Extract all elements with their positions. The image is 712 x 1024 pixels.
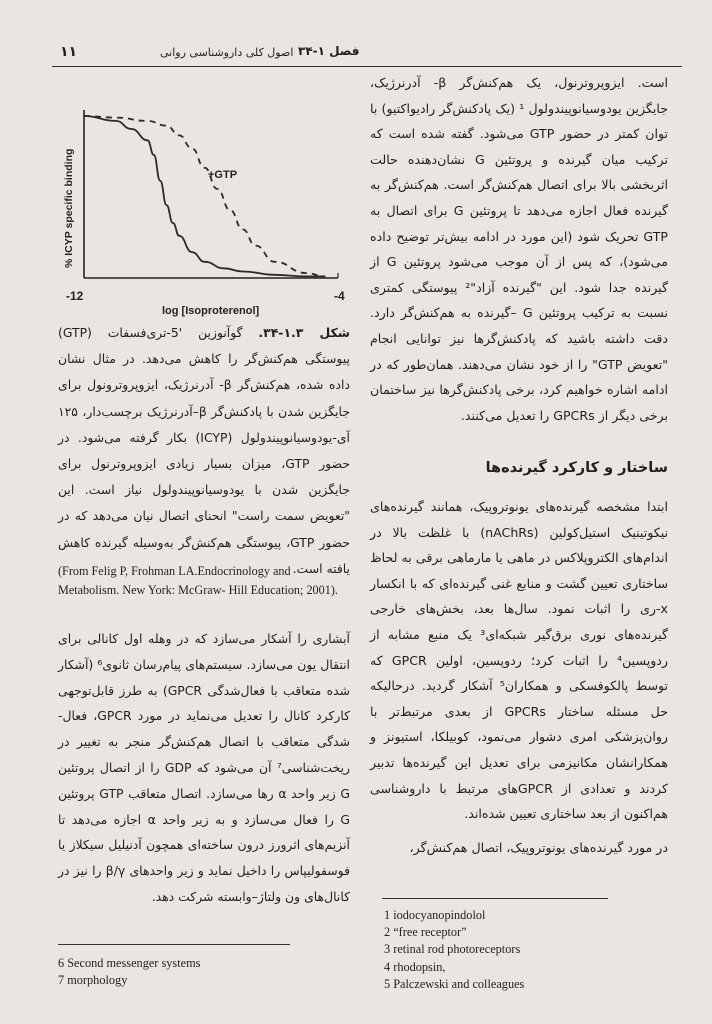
series-gtp-line <box>84 116 325 276</box>
footnote-2: 2 “free receptor” <box>384 925 467 940</box>
figure-caption <box>58 320 350 582</box>
page-header <box>52 36 682 67</box>
footnotes-right <box>384 907 524 993</box>
section-heading: ساختار و کارکرد گیرنده‌ها <box>485 460 668 476</box>
plot-area <box>63 110 345 317</box>
footnote-rule-left <box>58 944 290 945</box>
figure-label: شکل ۱.۳-۳۴. <box>258 325 350 340</box>
binding-chart <box>58 100 350 318</box>
footnote-7: 7 morphology <box>58 973 128 988</box>
chapter-label: فصل ۱-۳۴ <box>298 44 360 58</box>
caption-text: گوآنوزین ‎5'‎-تری‌فسفات (GTP) پیوستگی هم‌کنش‌گر را کاهش می‌دهد. در مثال نشان داده شده، هم‌کنش‌گر β- آدرنرژیک، ایزوپروترونول برای جایگزین شدن با پادکنش‌گر β–آدرنرژیک برچسب‌دار، ۱۲۵ آی-یودوسیانوپیندولول (ICYP) بکار گرفته می‌شود. در حضور GTP، میزان بسیار زیادی ایزوپروترنول برای جایگزین شدن با یودوسیانوپیندولول نیاز است. این "تعویض سمت راست" انحنای اتصال نیان می‌دهد که در حضور GTP، پیوستگی هم‌کنش‌گر به‌وسیله گیرنده کاهش یافته است. <box>58 325 351 576</box>
x-tick-label-max: -4 <box>334 289 345 303</box>
footnote-rule-right <box>382 898 608 899</box>
x-tick-label-min: -12 <box>66 289 84 303</box>
section-body <box>370 494 668 860</box>
book-title: اصول کلی داروشناسی روانی <box>160 46 294 59</box>
intro-paragraph: است. ایزوپروترنول، یک هم‌کنش‌گر β- آدرنرژیک، جایگزین یودوسیانوپیندولول ¹ (یک پادکنش‌گر رادیواکتیو) با توان کمتر در حضور GTP می‌شود. گفته شده است که ترکیب میان گیرنده و پروتئین G نشان‌دهنده حالت اثربخشی بالا برای اتصال هم‌کنش‌گر است. هم‌کنش‌گر به گیرنده فعال اجازه می‌دهد تا پروتئین G برای اتصال به GTP تحریک شود (این مورد در ادامه بیش‌تر توضیح داده می‌شود)، که پس از آن موجب می‌شود پروتئین G از گیرنده جدا شود. این "گیرنده آزاد"² پیوستگی کمتری نسبت به ترکیب پروتئین G –گیرنده به هم‌کنش‌گر دارد. دقت داشته باشید که پادکنش‌گرها نیز توانایی انجام "تعویض GTP" را از خود نشان می‌دهند. همان‌طور که در ادامه اشاره خواهیم کرد، برخی پادکنش‌گرها نیز ساختمان برخی دیگر از GPCRs را تعدیل می‌کنند. <box>370 75 669 423</box>
footnote-5: 5 Palczewski and colleagues <box>384 976 525 991</box>
footnote-6: 6 Second messenger systems <box>58 956 201 970</box>
series-control-line <box>84 116 325 276</box>
source-line-1: (From Felig P, Frohman LA.Endocrinology and <box>58 564 291 578</box>
section-last-line: در مورد گیرنده‌های یونوتروپیک، اتصال هم‌کنش‌گر، <box>409 839 668 855</box>
page-number: ۱۱ <box>60 44 78 60</box>
left-paragraph: آبشاری را آشکار می‌سازد که در وهله اول کانالی برای انتقال یون می‌سازد. سیستم‌های پیام‌رسان ثانوی⁶ (آشکار شده متعاقب با فعال‌شدگی GPCR) به طرز قابل‌توجهی کارکرد کانال را تعدیل می‌نماید در مورد GPCR، فعال-شدگی متعاقب با اتصال هم‌کنش‌گر منجر به تغییر در ریخت‌شناسی⁷ آن می‌شود که GDP را از اتصال پروتئین G زیر واحد α رها می‌سازد. اتصال متعاقب GTP پروتئین G را فعال می‌سازد و به زیر واحد α اجازه می‌دهد تا آنزیم‌های اثرورز درون ساخته‌ای همچون آدنیلیل سیکلاز یا فوسفولیپاس را داخیل نماید و زیر واحدهای β/γ را نیز در کانال‌های ون ولتاژ–وابسته شرکت دهد. <box>58 631 350 904</box>
footnote-3: 3 retinal rod photoreceptors <box>384 942 521 957</box>
footnotes-left <box>58 955 200 989</box>
y-axis-label: % ICYP specific binding <box>63 148 75 268</box>
right-column-intro <box>370 70 668 428</box>
section-paragraph: ابتدا مشخصه گیرنده‌های یونوتروپیک، همانند گیرنده‌های نیکوتینیک استیل‌کولین (nAChRs) با غلظت بالا در اندام‌های الکتروپلاکس در ماهی یا مارماهی برقی به لحاظ ساختاری تعیین گشت و منابع غنی گیرنده‌ای که با انکسار x-ری را اثبات نمود. سال‌ها بعد، بخش‌های خارجی گیرنده‌های نوری برق‌گیر شبکه‌ای³ یک منبع مشابه از ردوپسین⁴ را اثبات کرد؛ ردوپسین، اولین GPCR که توسط پالکوفسکی و همکاران⁵ آشکار گردید. درحالیکه حل مسئله ساختار GPCRs از بعدی مرتبط‌تر با روان‌پزشکی امری دشوار می‌نمود، کوبیلکا، استیونز و همکارانشان مکانیزمی برای تعدیل این گیرنده‌ها تدبیر کردند و تعدادی از GPCRهای مرتبط با داروشناسی هم‌اکنون از بعد ساختاری تعیین شده‌اند. <box>370 499 669 822</box>
source-line-2: Metabolism. New York: McGraw- Hill Education; 2001). <box>58 583 338 597</box>
left-column-text <box>58 626 350 910</box>
x-axis-label: log [Isoproterenol] <box>162 305 260 317</box>
figure-source <box>58 562 358 600</box>
footnote-4: 4 rhodopsin, <box>384 959 446 974</box>
series-label-gtp: +GTP <box>208 169 238 181</box>
footnote-1: 1 iodocyanopindolol <box>384 908 486 922</box>
